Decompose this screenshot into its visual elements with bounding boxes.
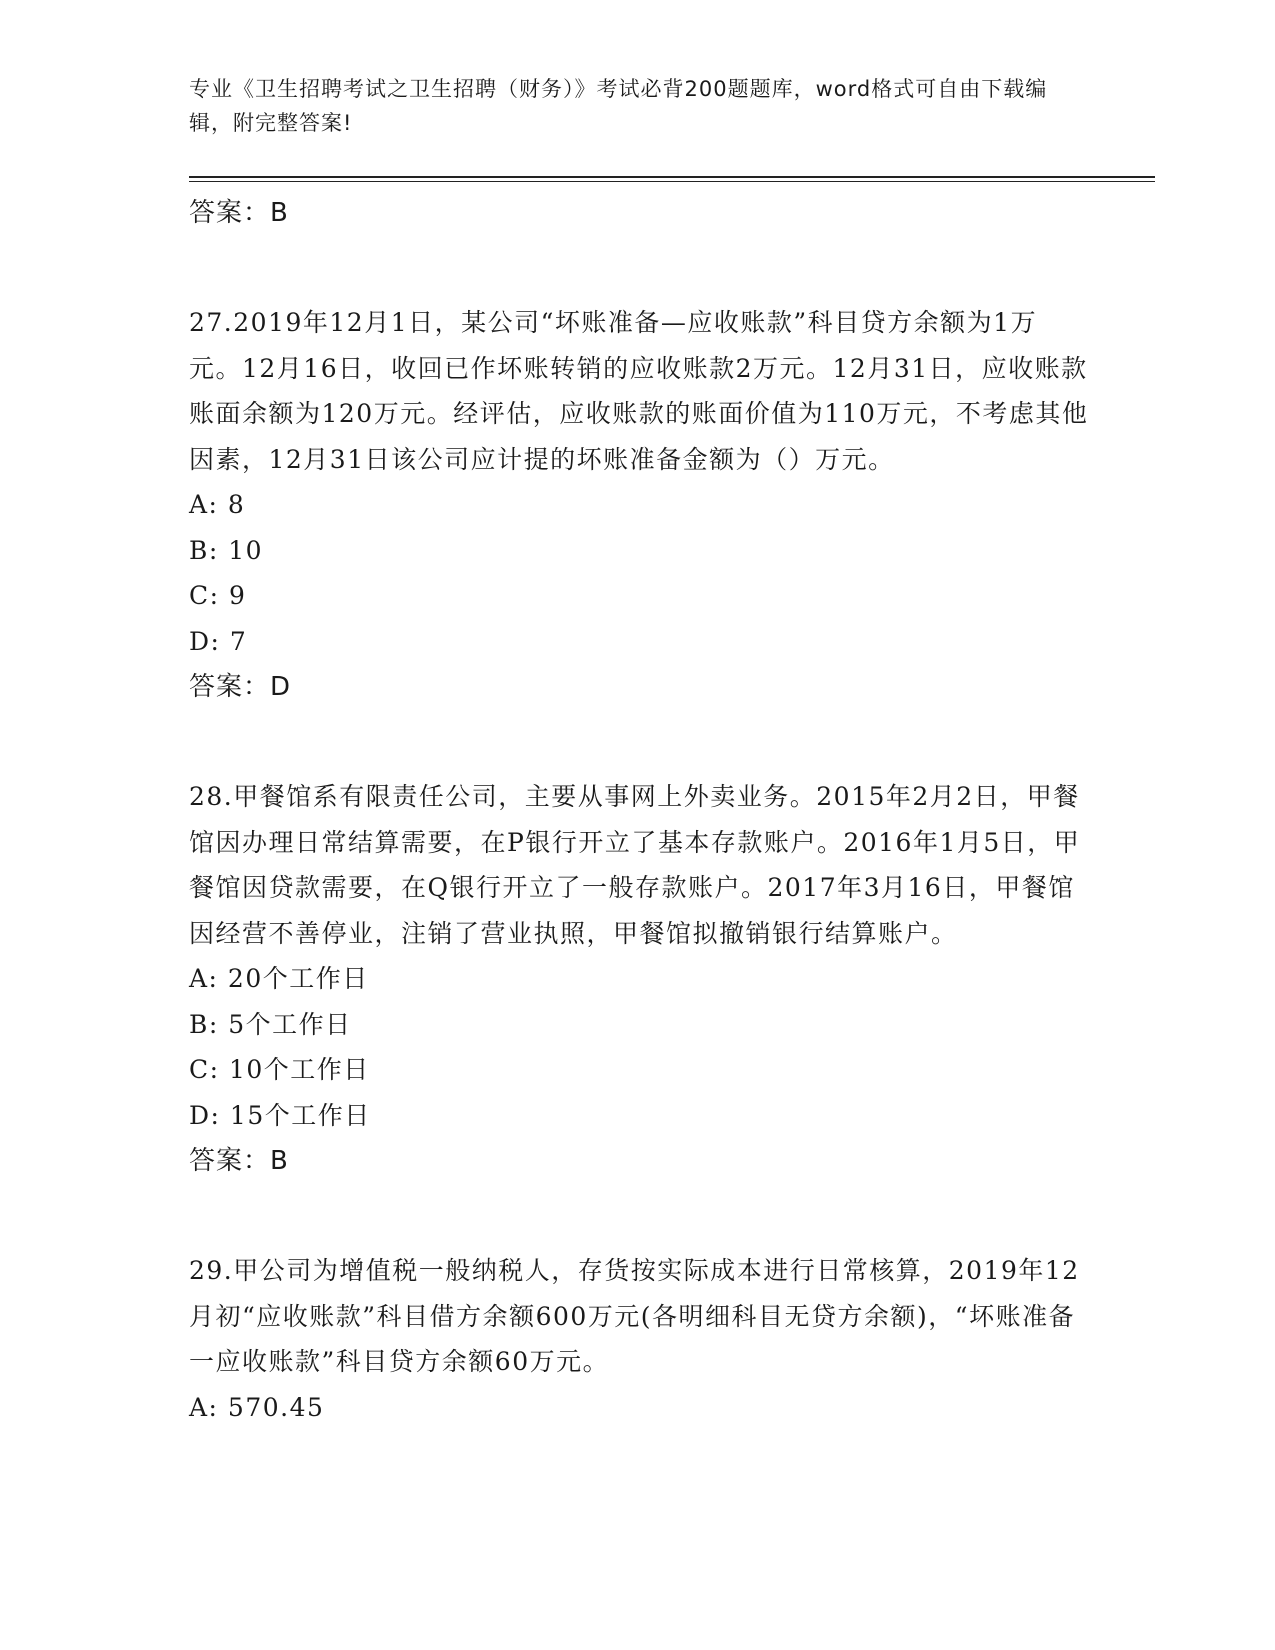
question-list [189,190,1089,1430]
question-stem: 27.2019年12月1日，某公司“坏账准备—应收账款”科目贷方余额为1万元。12月16日，收回已作坏账转销的应收账款2万元。12月31日，应收账款账面余额为120万元。经评估，应收账款的账面价值为110万元，不考虑其他因素，12月31日该公司应计提的坏账准备金额为（）万元。 [189,308,1089,474]
option-c: C: 9 [189,581,247,610]
option-a: A: 20个工作日 [189,964,369,993]
option-b: B: 5个工作日 [189,1009,352,1039]
option-c: C: 10个工作日 [189,1055,370,1084]
question-29 [189,1248,1089,1430]
page-header: 专业《卫生招聘考试之卫生招聘（财务）》考试必背200题题库，word格式可自由下载编辑，附完整答案! [189,77,1048,135]
option-d: D: 15个工作日 [189,1100,371,1130]
header-rule-thin [189,181,1155,182]
answer-line: 答案：B [189,198,289,228]
question-stem: 29.甲公司为增值税一般纳税人，存货按实际成本进行日常核算，2019年12月初“应收账款”科目借方余额600万元(各明细科目无贷方余额)，“坏账准备一应收账款”科目贷方余额60万元。 [189,1256,1080,1376]
spacer [189,1184,1089,1226]
header-rule-thick [189,176,1155,178]
option-a: A: 8 [189,490,246,519]
spacer [189,236,1089,278]
question-27 [189,300,1089,710]
answer-line: 答案：D [189,672,292,702]
spacer [189,710,1089,752]
question-stem: 28.甲餐馆系有限责任公司，主要从事网上外卖业务。2015年2月2日，甲餐馆因办理日常结算需要，在P银行开立了基本存款账户。2016年1月5日，甲餐馆因贷款需要，在Q银行开立了一般存款账户。2017年3月16日，甲餐馆因经营不善停业，注销了营业执照，甲餐馆拟撤销银行结算账户。 [189,782,1081,948]
option-b: B: 10 [189,535,264,565]
option-a: A: 570.45 [189,1392,325,1422]
answer-line: 答案：B [189,1146,289,1176]
question-28 [189,774,1089,1184]
option-d: D: 7 [189,626,248,656]
